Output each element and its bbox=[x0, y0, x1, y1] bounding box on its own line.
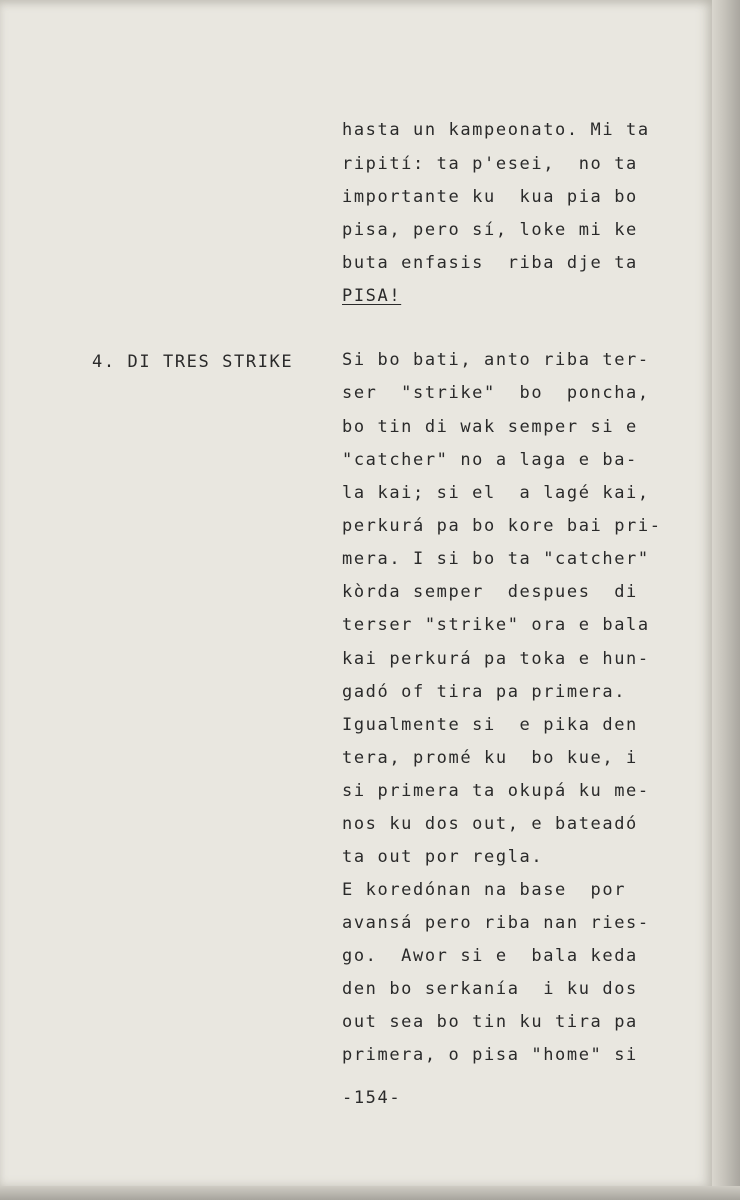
text-line: perkurá pa bo kore bai pri- bbox=[342, 516, 662, 536]
page-edge bbox=[712, 0, 740, 1200]
text-line: kòrda semper despues di bbox=[342, 582, 638, 602]
page-bottom-edge bbox=[0, 1186, 740, 1200]
text-line: importante ku kua pia bo bbox=[342, 187, 638, 207]
text-line: buta enfasis riba dje ta bbox=[342, 253, 638, 273]
text-line: ripití: ta p'esei, no ta bbox=[342, 154, 638, 174]
text-line: kai perkurá pa toka e hun- bbox=[342, 649, 650, 669]
text-line: gadó of tira pa primera. bbox=[342, 682, 627, 702]
text-line: Si bo bati, anto riba ter- bbox=[342, 350, 650, 370]
text-line: Igualmente si e pika den bbox=[342, 715, 638, 735]
text-line: tera, promé ku bo kue, i bbox=[342, 748, 638, 768]
text-line: avansá pero riba nan ries- bbox=[342, 913, 650, 933]
text-line: ser "strike" bo poncha, bbox=[342, 383, 650, 403]
text-line: primera, o pisa "home" si bbox=[342, 1045, 638, 1065]
text-line-emphasis: PISA! bbox=[342, 286, 402, 306]
text-line: pisa, pero sí, loke mi ke bbox=[342, 220, 638, 240]
text-line: go. Awor si e bala keda bbox=[342, 946, 638, 966]
text-line: "catcher" no a laga e ba- bbox=[342, 450, 638, 470]
text-line: bo tin di wak semper si e bbox=[342, 417, 638, 437]
text-line: hasta un kampeonato. Mi ta bbox=[342, 120, 650, 140]
text-line: la kai; si el a lagé kai, bbox=[342, 483, 650, 503]
text-line: out sea bo tin ku tira pa bbox=[342, 1012, 638, 1032]
page-number: -154- bbox=[342, 1088, 402, 1108]
text-line: si primera ta okupá ku me- bbox=[342, 781, 650, 801]
text-line: den bo serkanía i ku dos bbox=[342, 979, 638, 999]
section-heading: 4. DI TRES STRIKE bbox=[92, 352, 294, 372]
text-line: nos ku dos out, e bateadó bbox=[342, 814, 638, 834]
text-line: ta out por regla. bbox=[342, 847, 544, 867]
text-line: E koredónan na base por bbox=[342, 880, 627, 900]
text-line: terser "strike" ora e bala bbox=[342, 615, 650, 635]
text-line: mera. I si bo ta "catcher" bbox=[342, 549, 650, 569]
